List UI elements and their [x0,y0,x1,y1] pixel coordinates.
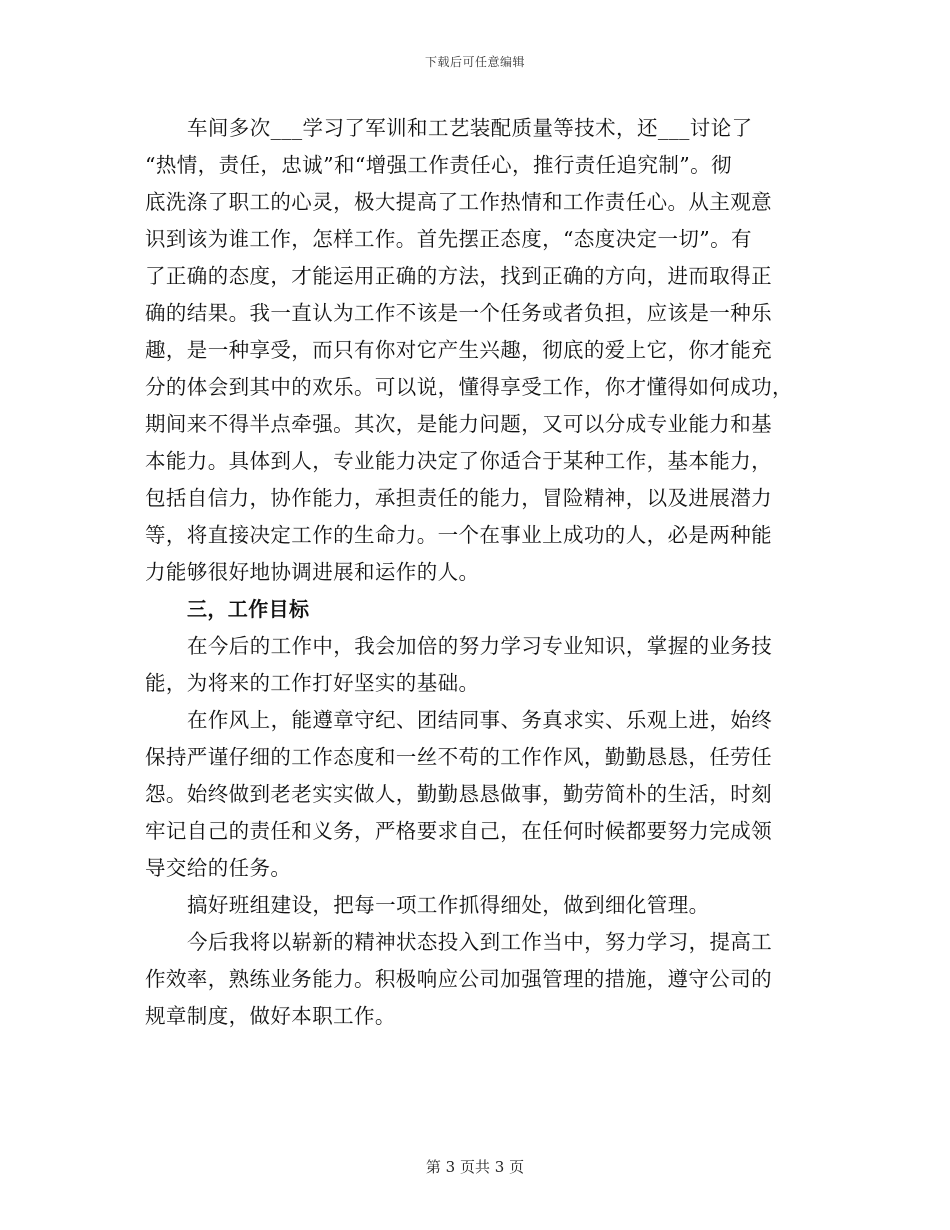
paragraph-line: 底洗涤了职工的心灵，极大提高了工作热情和工作责任心。从主观意 [145,190,772,214]
paragraph-line: 识到该为谁工作，怎样工作。首先摆正态度，“态度决定一切”。有 [145,227,752,251]
paragraph-line: 等，将直接决定工作的生命力。一个在事业上成功的人，必是两种能 [145,523,772,547]
paragraph-line: 怨。始终做到老老实实做人，勤勤恳恳做事，勤劳简朴的生活，时刻 [145,782,772,806]
paragraph-line: 在作风上，能遵章守纪、团结同事、务真求实、乐观上进，始终 [187,708,773,732]
paragraph-line: 在今后的工作中，我会加倍的努力学习专业知识，掌握的业务技 [187,634,773,658]
page-header: 下载后可任意编辑 [424,55,525,69]
section-heading: 三，工作目标 [187,597,310,621]
paragraph-line: 保持严谨仔细的工作态度和一丝不苟的工作作风，勤勤恳恳，任劳任 [145,745,772,769]
paragraph-line: 确的结果。我一直认为工作不该是一个任务或者负担，应该是一种乐 [145,301,772,325]
page-footer: 第 3 页共 3 页 [425,1158,525,1176]
paragraph-line: 导交给的任务。 [145,856,292,880]
paragraph-line: 车间多次___学习了军训和工艺装配质量等技术，还___讨论了 [187,116,753,140]
paragraph-line: 搞好班组建设，把每一项工作抓得细处，做到细化管理。 [187,893,710,917]
paragraph-line: 能，为将来的工作打好坚实的基础。 [145,671,480,695]
paragraph-line: 趣，是一种享受，而只有你对它产生兴趣，彻底的爱上它，你才能充 [145,338,772,362]
paragraph-line: “热情，责任，忠诚”和“增强工作责任心，推行责任追究制”。彻 [145,153,732,177]
paragraph-line: 本能力。具体到人，专业能力决定了你适合于某种工作，基本能力， [145,449,772,473]
paragraph-line: 了正确的态度，才能运用正确的方法，找到正确的方向，进而取得正 [145,264,772,288]
paragraph-line: 期间来不得半点牵强。其次，是能力问题，又可以分成专业能力和基 [145,412,772,436]
paragraph-line: 分的体会到其中的欢乐。可以说，懂得享受工作，你才懂得如何成功， [145,375,793,399]
paragraph-line: 作效率，熟练业务能力。积极响应公司加强管理的措施，遵守公司的 [145,967,772,991]
paragraph-line: 牢记自己的责任和义务，严格要求自己，在任何时候都要努力完成领 [145,819,772,843]
paragraph-line: 规章制度，做好本职工作。 [145,1004,396,1028]
paragraph-line: 今后我将以崭新的精神状态投入到工作当中，努力学习，提高工 [187,930,773,954]
paragraph-line: 包括自信力，协作能力，承担责任的能力，冒险精神，以及进展潜力 [145,486,772,510]
paragraph-line: 力能够很好地协调进展和运作的人。 [145,560,480,584]
